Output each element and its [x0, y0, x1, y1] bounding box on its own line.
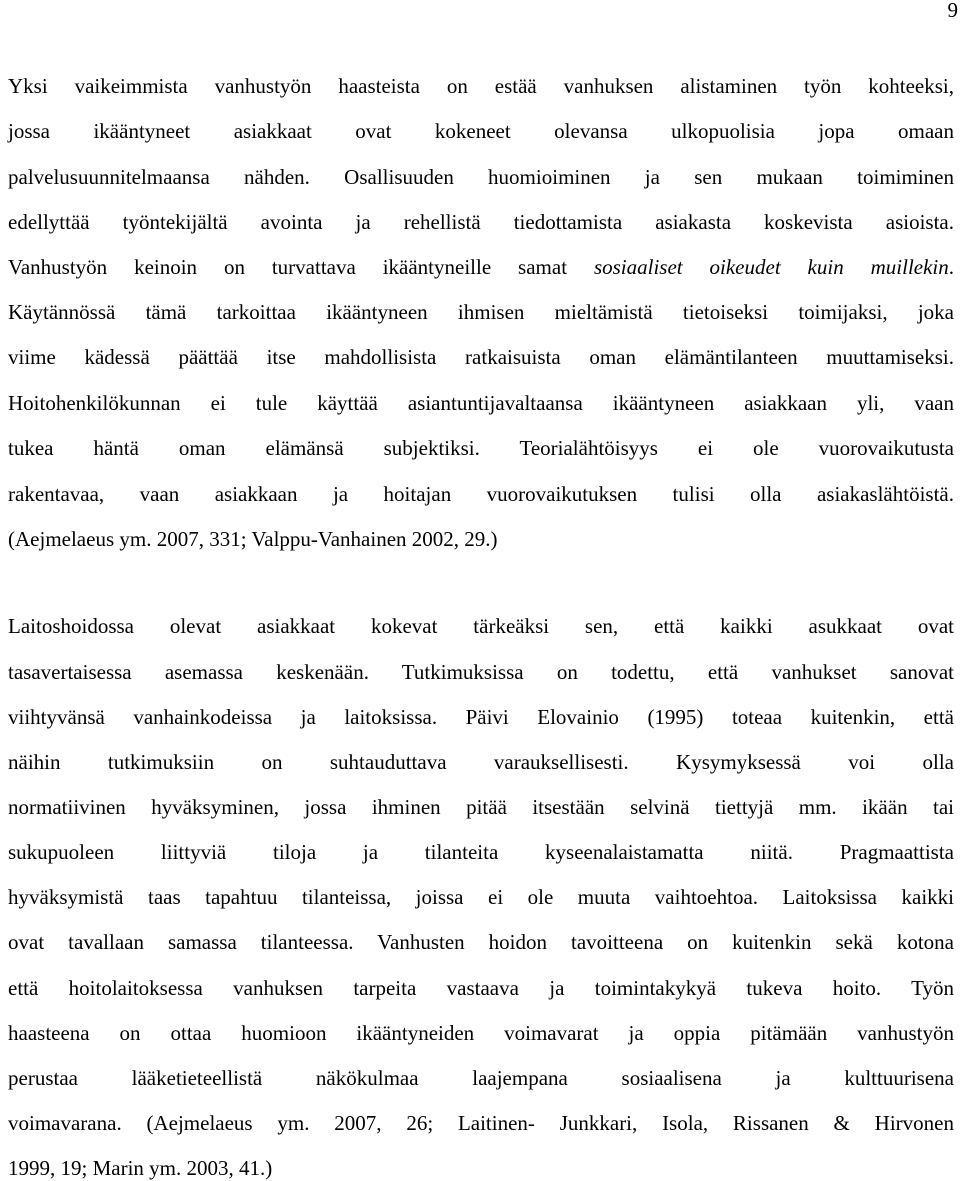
text-line: hyväksymistä taas tapahtuu tilanteissa, joissa ei ole muuta vaihtoehtoa. Laitoksissa kaikki [8, 885, 954, 909]
text-line: 1999, 19; Marin ym. 2003, 41.) [8, 1156, 273, 1180]
italic-emphasis: sosiaaliset oikeudet kuin muillekin [593, 255, 949, 279]
text-line: jossa ikääntyneet asiakkaat ovat kokeneet olevansa ulkopuolisia jopa omaan [8, 119, 954, 143]
text-line: palvelusuunnitelmaansa nähden. Osallisuuden huomioiminen ja sen mukaan toimiminen [8, 165, 954, 189]
text-line: tukea häntä oman elämänsä subjektiksi. Teorialähtöisyys ei ole vuorovaikutusta [8, 436, 954, 460]
text-line: perustaa lääketieteellistä näkökulmaa laajempana sosiaalisena ja kulttuurisena [8, 1066, 954, 1090]
text-line: Yksi vaikeimmista vanhustyön haasteista on estää vanhuksen alistaminen työn kohteeksi, [8, 74, 954, 98]
text-line: rakentavaa, vaan asiakkaan ja hoitajan vuorovaikutuksen tulisi olla asiakaslähtöistä. [8, 482, 954, 506]
text-line: viime kädessä päättää itse mahdollisista ratkaisuista oman elämäntilanteen muuttamiseksi. [8, 345, 954, 369]
text-segment: Vanhustyön keinoin on turvattava ikääntyneille samat [8, 255, 594, 279]
text-line: viihtyvänsä vanhainkodeissa ja laitoksissa. Päivi Elovainio (1995) toteaa kuitenkin, että [8, 705, 954, 729]
text-line: ovat tavallaan samassa tilanteessa. Vanhusten hoidon tavoitteena on kuitenkin sekä kotona [8, 930, 954, 954]
text-line: sukupuoleen liittyviä tiloja ja tilanteita kyseenalaistamatta niitä. Pragmaattista [8, 840, 954, 864]
text-line: Laitoshoidossa olevat asiakkaat kokevat tärkeäksi sen, että kaikki asukkaat ovat [8, 614, 954, 638]
text-line [8, 255, 954, 279]
text-line: haasteena on ottaa huomioon ikääntyneiden voimavarat ja oppia pitämään vanhustyön [8, 1021, 954, 1045]
page-number: 9 [947, 0, 958, 22]
text-line: (Aejmelaeus ym. 2007, 331; Valppu-Vanhainen 2002, 29.) [8, 527, 498, 551]
text-line: tasavertaisessa asemassa keskenään. Tutkimuksissa on todettu, että vanhukset sanovat [8, 660, 954, 684]
text-segment: . [948, 255, 955, 279]
text-line: että hoitolaitoksessa vanhuksen tarpeita vastaava ja toimintakykyä tukeva hoito. Työn [8, 976, 954, 1000]
text-line: edellyttää työntekijältä avointa ja rehellistä tiedottamista asiakasta koskevista asioista. [8, 210, 954, 234]
text-line: voimavarana. (Aejmelaeus ym. 2007, 26; Laitinen- Junkkari, Isola, Rissanen & Hirvonen [8, 1111, 954, 1135]
text-line: normatiivinen hyväksyminen, jossa ihminen pitää itsestään selvinä tiettyjä mm. ikään tai [8, 795, 954, 819]
text-line: Käytännössä tämä tarkoittaa ikääntyneen ihmisen mieltämistä tietoiseksi toimijaksi, joka [8, 300, 954, 324]
text-line: näihin tutkimuksiin on suhtauduttava varauksellisesti. Kysymyksessä voi olla [8, 750, 954, 774]
text-line: Hoitohenkilökunnan ei tule käyttää asiantuntijavaltaansa ikääntyneen asiakkaan yli, vaan [8, 391, 954, 415]
